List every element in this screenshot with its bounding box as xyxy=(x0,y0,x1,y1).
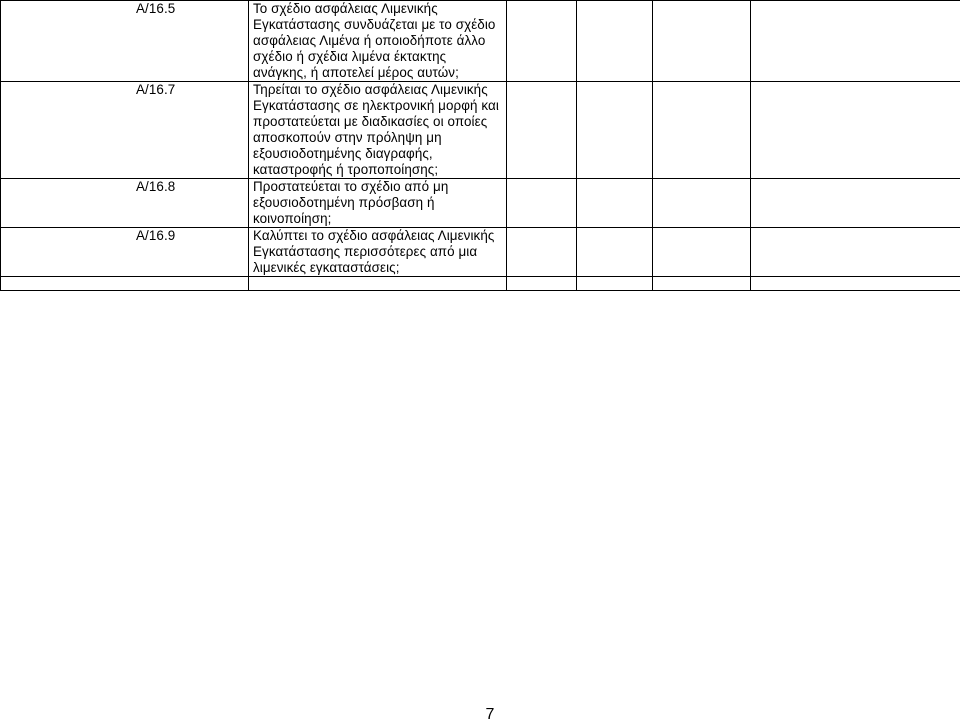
question-cell: Τηρείται το σχέδιο ασφάλειας Λιμενικής Εγκατάστασης σε ηλεκτρονική μορφή και προστατεύεται με διαδικασίες οι οποίες αποσκοπούν στην πρόληψη μη εξουσιοδοτημένης διαγραφής, καταστροφής ή τροποποίησης; xyxy=(249,82,507,179)
answer-yes-cell[interactable] xyxy=(507,228,577,277)
answer-no-cell[interactable] xyxy=(577,82,653,179)
reference-cell: Α/16.7 xyxy=(1,82,249,179)
reference-cell xyxy=(1,277,249,291)
page-number: 7 xyxy=(470,706,510,724)
answer-na-cell[interactable] xyxy=(653,82,751,179)
reference-cell: Α/16.9 xyxy=(1,228,249,277)
checklist-table xyxy=(0,0,960,291)
answer-no-cell[interactable] xyxy=(577,179,653,228)
table-row xyxy=(1,228,960,277)
answer-yes-cell[interactable] xyxy=(507,277,577,291)
answer-yes-cell[interactable] xyxy=(507,82,577,179)
reference-cell: Α/16.5 xyxy=(1,1,249,82)
remarks-cell[interactable] xyxy=(751,179,960,228)
answer-na-cell[interactable] xyxy=(653,179,751,228)
answer-na-cell[interactable] xyxy=(653,228,751,277)
question-cell xyxy=(249,277,507,291)
remarks-cell[interactable] xyxy=(751,1,960,82)
answer-yes-cell[interactable] xyxy=(507,179,577,228)
answer-yes-cell[interactable] xyxy=(507,1,577,82)
answer-no-cell[interactable] xyxy=(577,228,653,277)
reference-cell: Α/16.8 xyxy=(1,179,249,228)
question-cell: Προστατεύεται το σχέδιο από μη εξουσιοδοτημένη πρόσβαση ή κοινοποίηση; xyxy=(249,179,507,228)
answer-no-cell[interactable] xyxy=(577,1,653,82)
answer-no-cell[interactable] xyxy=(577,277,653,291)
answer-na-cell[interactable] xyxy=(653,277,751,291)
question-cell: Το σχέδιο ασφάλειας Λιμενικής Εγκατάστασης συνδυάζεται με το σχέδιο ασφάλειας Λιμένα ή οποιοδήποτε άλλο σχέδιο ή σχέδια λιμένα έκτακτης ανάγκης, ή αποτελεί μέρος αυτών; xyxy=(249,1,507,82)
remarks-cell[interactable] xyxy=(751,277,960,291)
remarks-cell[interactable] xyxy=(751,228,960,277)
table-row xyxy=(1,179,960,228)
question-cell: Καλύπτει το σχέδιο ασφάλειας Λιμενικής Εγκατάστασης περισσότερες από μια λιμενικές εγκαταστάσεις; xyxy=(249,228,507,277)
table-row xyxy=(1,277,960,291)
table-row xyxy=(1,1,960,82)
remarks-cell[interactable] xyxy=(751,82,960,179)
answer-na-cell[interactable] xyxy=(653,1,751,82)
table-row xyxy=(1,82,960,179)
